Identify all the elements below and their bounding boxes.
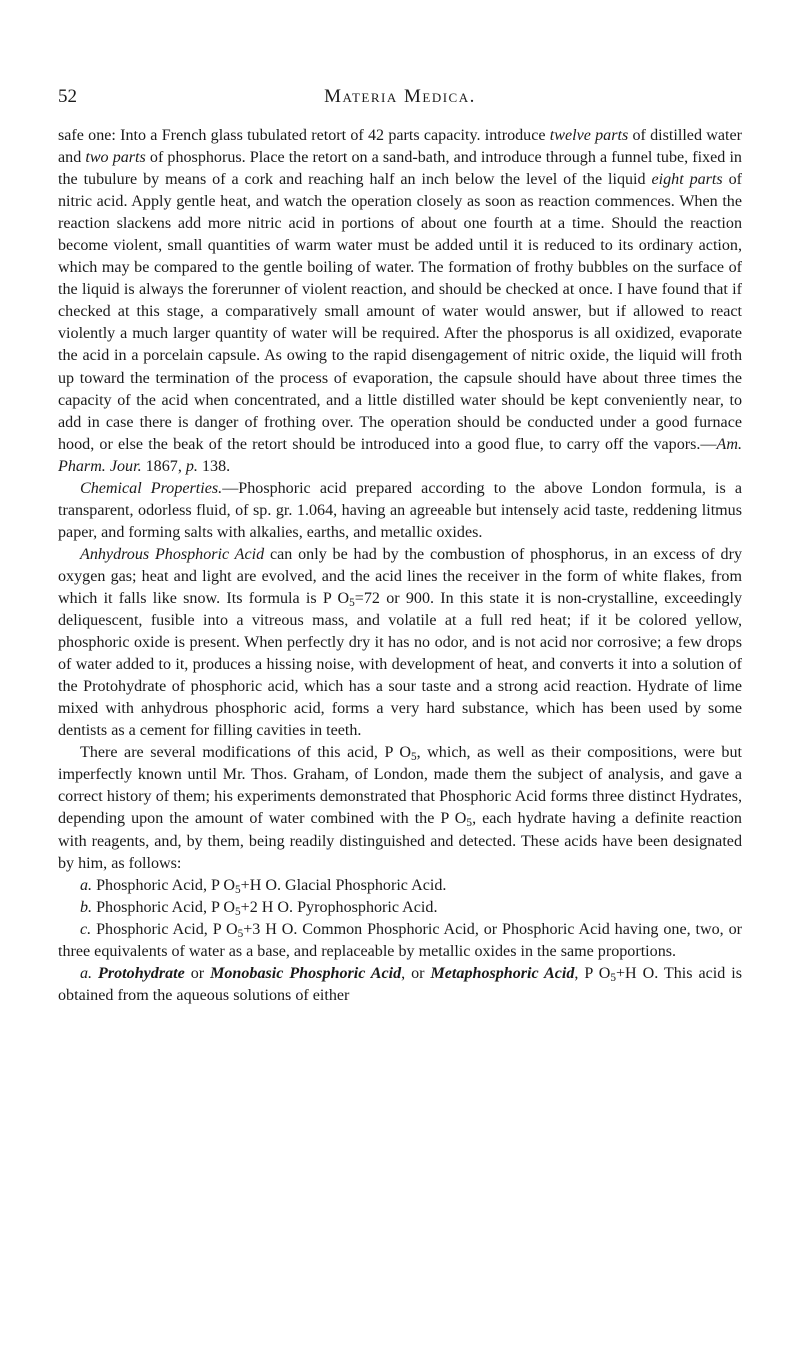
list-item <box>58 875 742 897</box>
subscript: 5 <box>610 971 616 984</box>
text-span: +H O. This acid is obtained from the aqueous solutions of either <box>58 964 742 1004</box>
citation-journal: Am. Pharm. Jour. <box>58 435 742 475</box>
italic-text: two parts <box>85 149 146 167</box>
paragraph-chemical-properties <box>58 478 742 544</box>
text-span: There are several modifications of this acid, P O <box>80 744 411 762</box>
text-span: , which, as well as their compositions, were but imperfectly known until Mr. Thos. Graham, of London, made them the subject of analysis, and gave a correct history of them; his experiments demonstrated that Phosphoric Acid forms three distinct Hydrates, depending upon the amount of water combined with the P O <box>58 744 742 828</box>
paragraph-anhydrous-acid <box>58 544 742 742</box>
paragraph-protohydrate <box>58 963 742 1007</box>
subscript: 5 <box>349 596 355 609</box>
list-item <box>58 897 742 919</box>
text-span: +3 H O. Common Phosphoric Acid, or Phosphoric Acid having one, two, or three equivalents of water as a base, and replaceable by metallic oxides in the same proportions. <box>58 920 742 960</box>
list-item <box>58 919 742 963</box>
text-span: safe one: Into a French glass tubulated retort of 42 parts capacity. introduce <box>58 127 550 144</box>
text-span: Phosphoric Acid, P O <box>91 920 238 938</box>
italic-text: p. <box>185 457 198 475</box>
section-heading: Chemical Properties. <box>80 479 223 497</box>
section-heading: Monobasic Phosphoric Acid <box>210 964 402 982</box>
subscript: 5 <box>237 927 244 940</box>
subscript: 5 <box>235 905 241 918</box>
text-span: or <box>184 964 211 982</box>
body-text <box>58 125 742 1007</box>
list-letter: a. <box>80 876 93 894</box>
text-span: 1867, <box>141 457 186 475</box>
page-number: 52 <box>58 86 77 107</box>
text-span: of nitric acid. Apply gentle heat, and watch the operation closely as soon as reaction commences. When the reaction slackens add more nitric acid in portions of about one fourth at a time. Should the reaction become violent, small quantities of warm water must be added until it is reduced to its ordinary action, which may be compared to the gentle boiling of water. The formation of frothy bubbles on the surface of the liquid is always the forerunner of violent reaction, and should be checked at once. I have found that if checked at this stage, a comparatively small amount of water would answer, but if allowed to react violently a much larger quantity of water will be required. After the phosporus is all oxidized, evaporate the acid in a porcelain capsule. As owing to the rapid disengagement of nitric oxide, the liquid will froth up toward the termination of the process of evaporation, the capsule should have about three times the capacity of the acid when concentrated, and a little distilled water should be kept conveniently near, to add in case there is danger of frothing over. The operation should be conducted under a good furnace hood, or else the beak of the retort should be introduced into a good flue, to carry off the vapors.— <box>58 171 742 453</box>
subscript: 5 <box>466 817 473 830</box>
text-span: Phosphoric Acid, P O <box>92 876 235 894</box>
text-span: +H O. Glacial Phosphoric Acid. <box>240 876 447 894</box>
text-span: 138. <box>197 457 231 475</box>
list-letter: c. <box>80 920 92 938</box>
text-span: , P O <box>574 964 611 982</box>
text-span: of phosphorus. Place the retort on a sand-bath, and introduce through a funnel tube, fixed in the tubulure by means of a cork and reaching half an inch below the level of the liquid <box>58 149 742 189</box>
paragraph-preparation <box>58 125 742 478</box>
paragraph-modifications <box>58 742 742 874</box>
list-letter: a. <box>80 964 93 982</box>
subscript: 5 <box>235 883 241 896</box>
running-title: Materia Medica. <box>324 86 476 107</box>
italic-text: twelve parts <box>549 127 629 144</box>
text-span: of distilled water and <box>58 127 742 167</box>
list-letter: b. <box>80 898 93 916</box>
subscript: 5 <box>410 751 417 764</box>
text-span: =72 or 900. In this state it is non-crystalline, exceedingly deliquescent, fusible into a vitreous mass, and volatile at a full red heat; if it be colored yellow, phosphoric oxide is present. When perfectly dry it has no odor, and is not acid nor corrosive; a few drops of water added to it, produces a hissing noise, with development of heat, and converts it into a solution of the Protohydrate of phosphoric acid, which has a sour taste and a strong acid reaction. Hydrate of lime mixed with anhydrous phosphoric acid, forms a very hard substance, which has been used by some dentists as a cement for filling cavities in teeth. <box>58 589 742 740</box>
text-span: +2 H O. Pyrophosphoric Acid. <box>240 898 438 916</box>
text-span: can only be had by the combustion of phosphorus, in an excess of dry oxygen gas; heat and light are evolved, and the acid lines the receiver in the form of white flakes, from which it falls like snow. Its formula is P O <box>58 545 742 607</box>
text-span: , each hydrate having a definite reaction with reagents, and, by them, being readily distinguished and detected. These acids have been designated by him, as follows: <box>58 810 742 872</box>
text-span: —Phosphoric acid prepared according to the above London formula, is a transparent, odorless fluid, of sp. gr. 1.064, having an agreeable but intensely acid taste, reddening litmus paper, and forming salts with alkalies, earths, and metallic oxides. <box>58 479 743 541</box>
section-heading: Protohydrate <box>98 964 185 982</box>
text-span: Phosphoric Acid, P O <box>92 898 235 916</box>
text-span: , or <box>401 964 431 982</box>
section-heading: Metaphosphoric Acid <box>430 964 575 982</box>
italic-text: eight parts <box>651 171 723 189</box>
section-heading: Anhydrous Phosphoric Acid <box>80 545 265 563</box>
page-header <box>58 86 742 112</box>
